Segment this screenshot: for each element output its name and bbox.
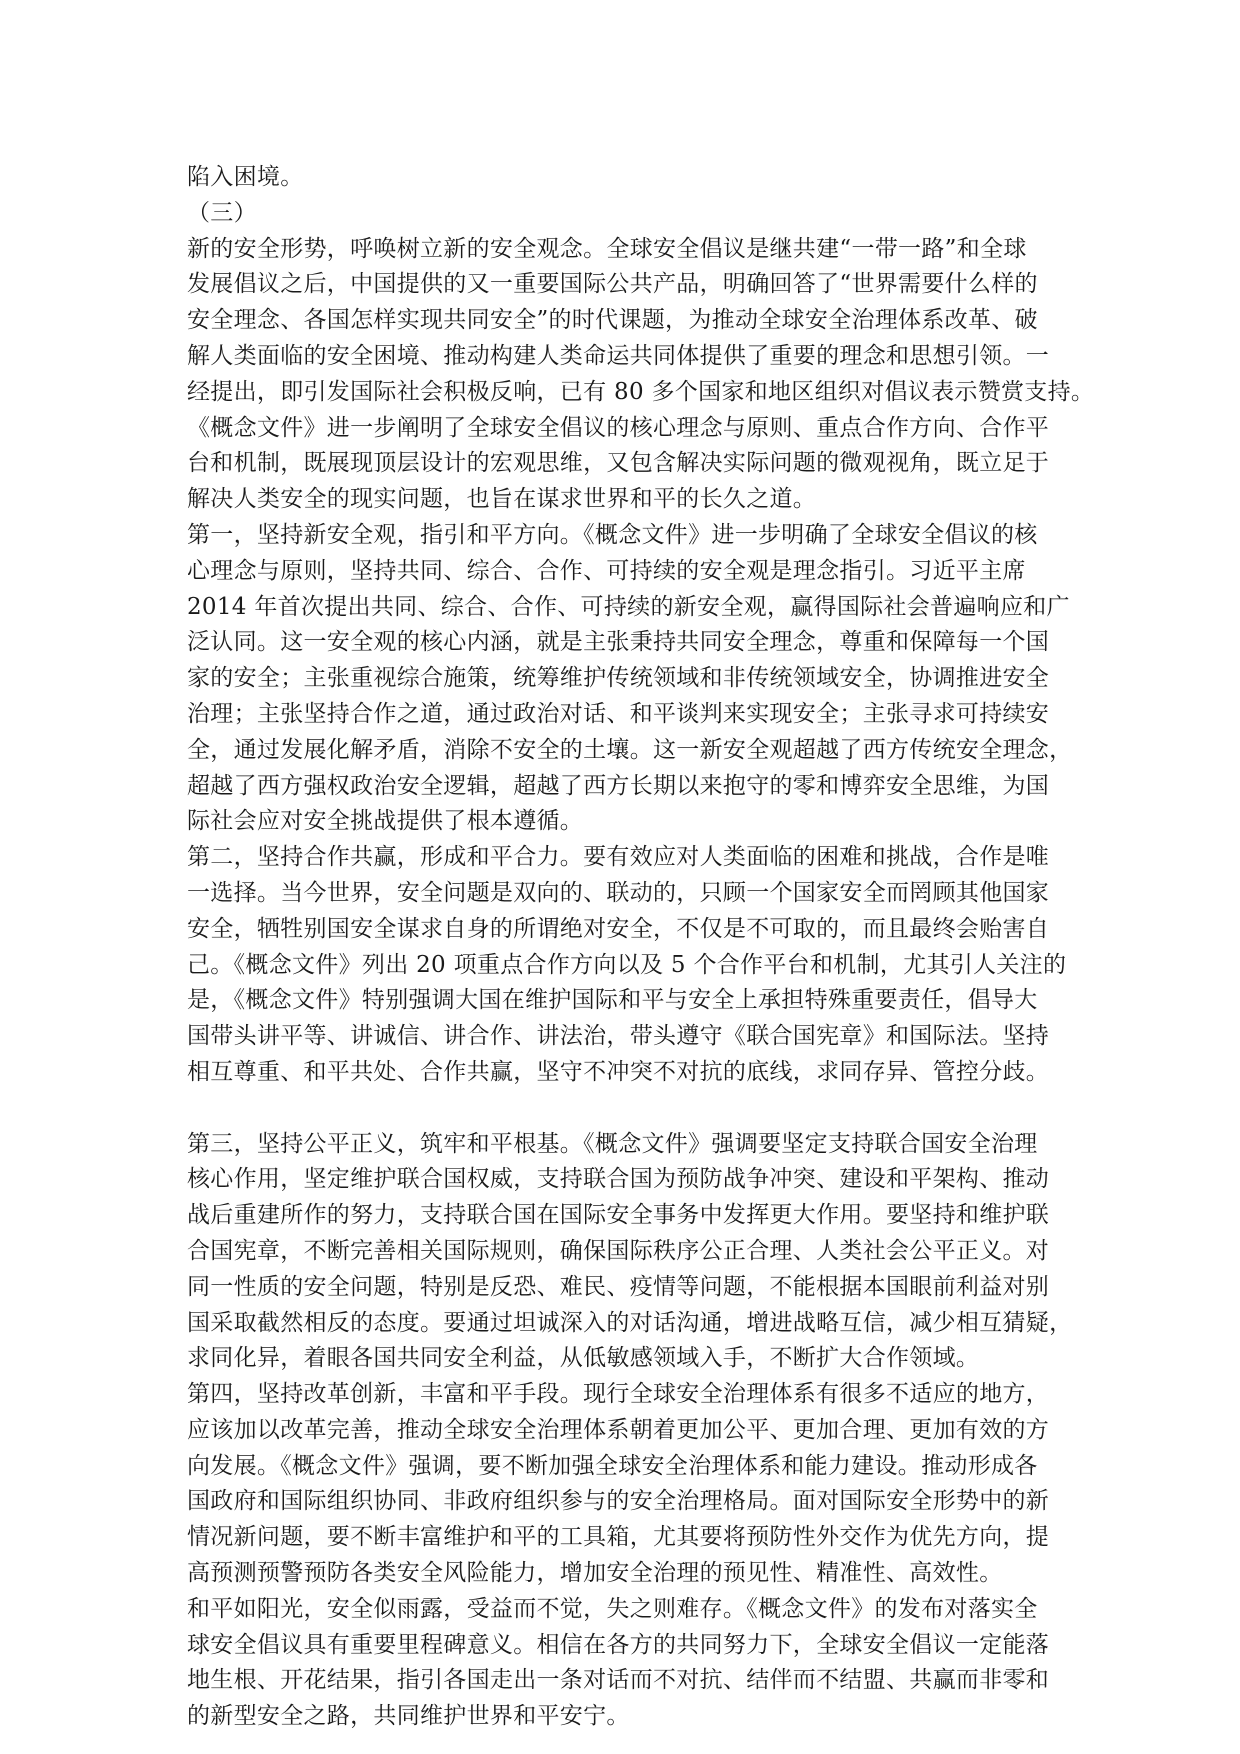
text-line: 泛认同。这一安全观的核心内涵，就是主张秉持共同安全理念，尊重和保障每一个国	[187, 629, 1050, 656]
paragraph-gap	[187, 1091, 1057, 1127]
text-line: 《概念文件》进一步阐明了全球安全倡议的核心理念与原则、重点合作方向、合作平	[187, 414, 1050, 441]
text-line: 安全，牺牲别国安全谋求自身的所谓绝对安全，不仅是不可取的，而且最终会贻害自	[187, 915, 1050, 942]
text-line: 同一性质的安全问题，特别是反恐、难民、疫情等问题，不能根据本国眼前利益对别	[187, 1273, 1050, 1300]
text-line: 地生根、开花结果，指引各国走出一条对话而不对抗、结伴而不结盟、共赢而非零和	[187, 1667, 1050, 1694]
text-line: 新的安全形势，呼唤树立新的安全观念。全球安全倡议是继共建“一带一路”和全球	[187, 235, 1027, 262]
document-body	[187, 160, 1095, 1735]
text-line: 治理；主张坚持合作之道，通过政治对话、和平谈判来实现安全；主张寻求可持续安	[187, 700, 1050, 727]
text-line: （三）	[187, 199, 257, 226]
text-line: 解人类面临的安全困境、推动构建人类命运共同体提供了重要的理念和思想引领。一	[187, 342, 1050, 369]
text-line: 核心作用，坚定维护联合国权威，支持联合国为预防战争冲突、建设和平架构、推动	[187, 1166, 1050, 1193]
text-line: 发展倡议之后，中国提供的又一重要国际公共产品，明确回答了“世界需要什么样的	[187, 271, 1038, 298]
text-line: 合国宪章，不断完善相关国际规则，确保国际秩序公正合理、人类社会公平正义。对	[187, 1237, 1050, 1264]
text-line: 第三，坚持公平正义，筑牢和平根基。《概念文件》强调要坚定支持联合国安全治理	[187, 1130, 1038, 1157]
text-line: 第四，坚持改革创新，丰富和平手段。现行全球安全治理体系有很多不适应的地方，	[187, 1381, 1050, 1408]
text-line: 情况新问题，要不断丰富维护和平的工具箱，尤其要将预防性外交作为优先方向，提	[187, 1524, 1050, 1551]
text-line: 求同化异，着眼各国共同安全利益，从低敏感领域入手，不断扩大合作领域。	[187, 1345, 980, 1372]
text-line: 超越了西方强权政治安全逻辑，超越了西方长期以来抱守的零和博弈安全思维，为国	[187, 772, 1050, 799]
text-line: 高预测预警预防各类安全风险能力，增加安全治理的预见性、精准性、高效性。	[187, 1560, 1003, 1587]
text-line: 和平如阳光，安全似雨露，受益而不觉，失之则难存。《概念文件》的发布对落实全	[187, 1595, 1038, 1622]
text-line: 国政府和国际组织协同、非政府组织参与的安全治理格局。面对国际安全形势中的新	[187, 1488, 1050, 1515]
text-line: 第一，坚持新安全观，指引和平方向。《概念文件》进一步明确了全球安全倡议的核	[187, 521, 1038, 548]
text-line: 战后重建所作的努力，支持联合国在国际安全事务中发挥更大作用。要坚持和维护联	[187, 1202, 1050, 1229]
text-line: 台和机制，既展现顶层设计的宏观思维，又包含解决实际问题的微观视角，既立足于	[187, 450, 1050, 477]
text-line: 是，《概念文件》特别强调大国在维护国际和平与安全上承担特殊重要责任，倡导大	[187, 987, 1038, 1014]
text-line: 际社会应对安全挑战提供了根本遵循。	[187, 808, 584, 835]
text-line: 陷入困境。	[187, 164, 304, 190]
text-line: 相互尊重、和平共处、合作共赢，坚守不冲突不对抗的底线，求同存异、管控分歧。	[187, 1058, 1050, 1085]
text-line: 一选择。当今世界，安全问题是双向的、联动的，只顾一个国家安全而罔顾其他国家	[187, 879, 1050, 906]
text-line: 安全理念、各国怎样实现共同安全”的时代课题，为推动全球安全治理体系改革、破	[187, 307, 1038, 334]
text-line: 解决人类安全的现实问题，也旨在谋求世界和平的长久之道。	[187, 486, 817, 513]
text-line: 向发展。《概念文件》强调，要不断加强全球安全治理体系和能力建设。推动形成各	[187, 1452, 1038, 1479]
text-line: 己。《概念文件》列出 20 项重点合作方向以及 5 个合作平台和机制，尤其引人关注的	[187, 951, 1067, 978]
text-line: 家的安全；主张重视综合施策，统筹维护传统领域和非传统领域安全，协调推进安全	[187, 665, 1050, 692]
text-line: 国采取截然相反的态度。要通过坦诚深入的对话沟通，增进战略互信，减少相互猜疑，	[187, 1309, 1073, 1336]
text-line: 的新型安全之路，共同维护世界和平安宁。	[187, 1703, 630, 1730]
text-line: 球安全倡议具有重要里程碑意义。相信在各方的共同努力下，全球安全倡议一定能落	[187, 1631, 1050, 1658]
text-line: 应该加以改革完善，推动全球安全治理体系朝着更加公平、更加合理、更加有效的方	[187, 1416, 1050, 1443]
text-line: 全，通过发展化解矛盾，消除不安全的土壤。这一新安全观超越了西方传统安全理念，	[187, 736, 1073, 763]
text-line: 经提出，即引发国际社会积极反响，已有 80 多个国家和地区组织对倡议表示赞赏支持。	[187, 378, 1095, 405]
text-line: 国带头讲平等、讲诚信、讲合作、讲法治，带头遵守《联合国宪章》和国际法。坚持	[187, 1023, 1050, 1050]
text-line: 心理念与原则，坚持共同、综合、合作、可持续的安全观是理念指引。习近平主席	[187, 557, 1026, 584]
text-line: 第二，坚持合作共赢，形成和平合力。要有效应对人类面临的困难和挑战，合作是唯	[187, 844, 1050, 871]
text-line: 2014 年首次提出共同、综合、合作、可持续的新安全观，赢得国际社会普遍响应和广	[187, 593, 1070, 620]
